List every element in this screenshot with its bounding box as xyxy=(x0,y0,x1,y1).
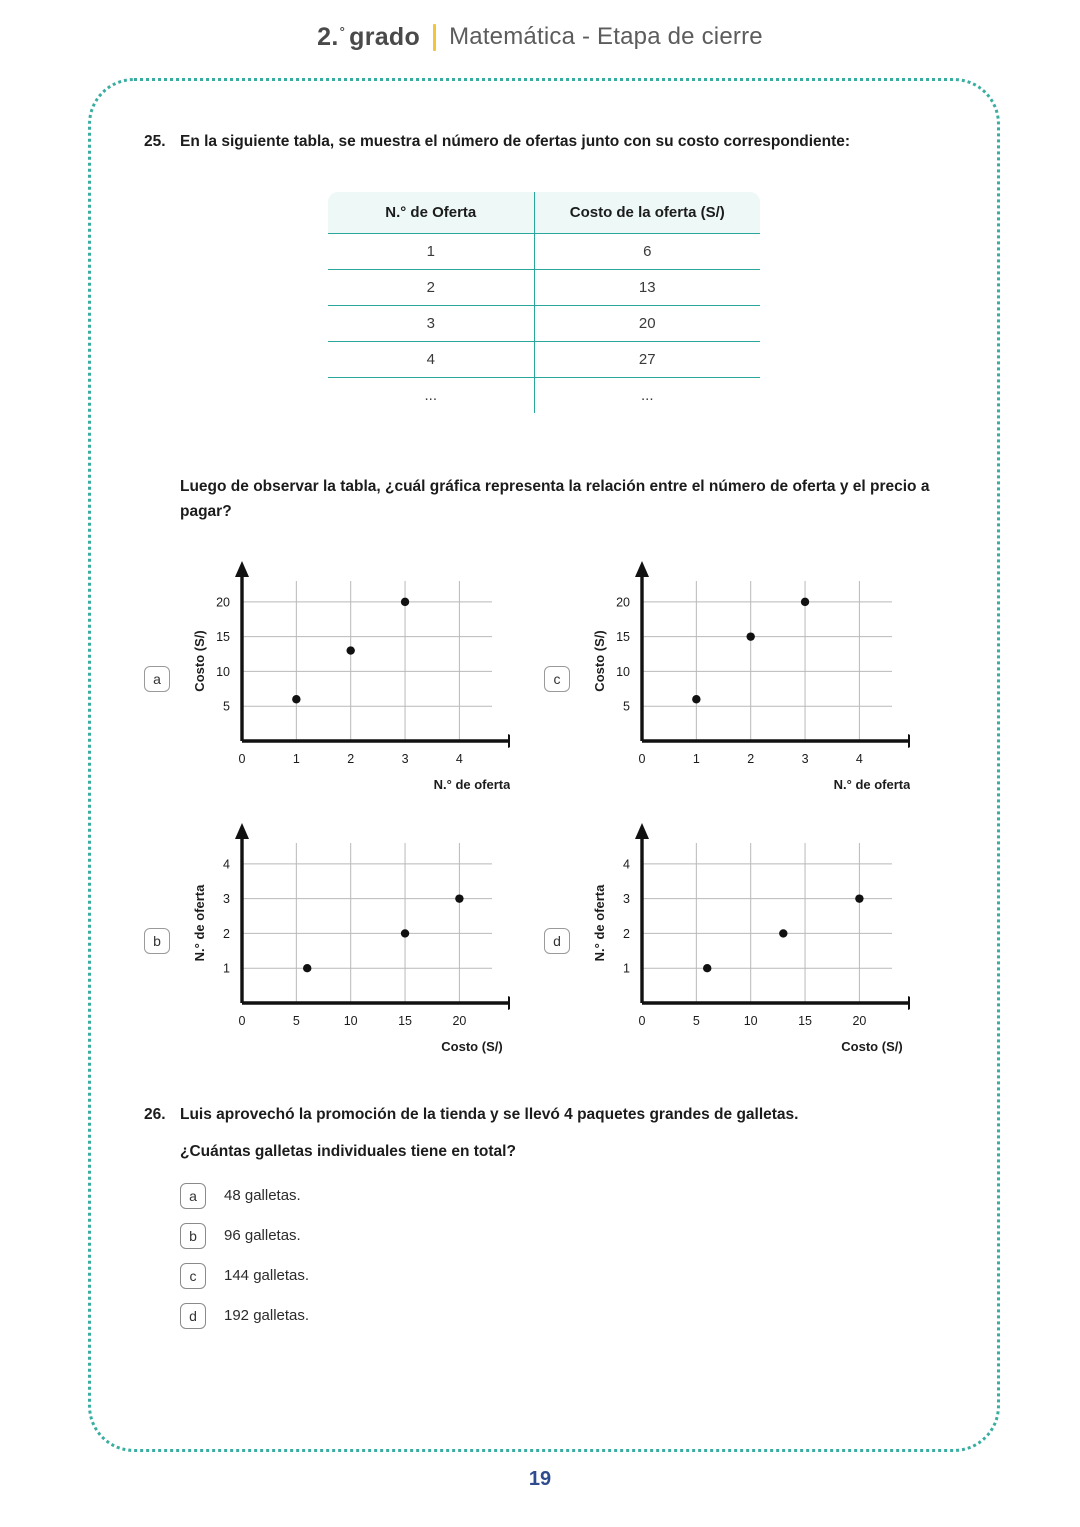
answer-text-b: 96 galletas. xyxy=(224,1227,301,1245)
page-content xyxy=(88,78,1000,1452)
y-tick-label: 1 xyxy=(223,961,230,976)
y-axis-label: Costo (S/) xyxy=(592,629,607,692)
x-axis-label: N.° de oferta xyxy=(433,776,510,792)
header-divider xyxy=(433,24,436,51)
question-25-sub-prompt: Luego de observar la tabla, ¿cuál gráfica representa la relación entre el número de oferta y el precio a pagar? xyxy=(180,478,930,520)
y-axis-arrow xyxy=(635,561,649,577)
question-26-number: 26. xyxy=(144,1105,166,1123)
x-tick-label: 1 xyxy=(692,751,700,766)
table-cell-cost: 27 xyxy=(534,342,761,378)
question-26-line1: Luis aprovechó la promoción de la tienda y se llevó 4 paquetes grandes de galletas. xyxy=(180,1105,799,1123)
y-tick-label: 20 xyxy=(216,594,230,609)
table-header-offer: N.° de Oferta xyxy=(327,191,534,234)
answer-option-a[interactable] xyxy=(180,1183,944,1209)
header-grade-number: 2. xyxy=(317,22,339,51)
graph-d xyxy=(580,821,910,1061)
data-point xyxy=(801,597,809,605)
x-tick-label: 10 xyxy=(343,1013,358,1028)
graph-option-c[interactable] xyxy=(544,559,944,799)
x-tick-label: 0 xyxy=(238,1013,246,1028)
data-point xyxy=(346,646,354,654)
y-axis-arrow xyxy=(235,561,249,577)
table-row xyxy=(327,270,761,306)
answer-option-c[interactable] xyxy=(180,1263,944,1289)
y-tick-label: 3 xyxy=(623,891,630,906)
answer-letter-c[interactable]: c xyxy=(180,1263,206,1289)
data-point xyxy=(746,632,754,640)
chart-b xyxy=(180,821,510,1061)
question-25 xyxy=(144,130,944,154)
graph-b xyxy=(180,821,510,1061)
y-tick-label: 5 xyxy=(223,699,230,714)
option-letter-a[interactable]: a xyxy=(144,666,170,692)
data-point xyxy=(401,929,409,937)
x-tick-label: 15 xyxy=(798,1013,812,1028)
x-tick-label: 2 xyxy=(347,751,355,766)
graph-option-b[interactable] xyxy=(144,821,544,1061)
y-axis-arrow xyxy=(235,823,249,839)
header-subject: Matemática - Etapa de cierre xyxy=(449,23,763,50)
data-point xyxy=(855,894,863,902)
answer-letter-d[interactable]: d xyxy=(180,1303,206,1329)
answer-option-b[interactable] xyxy=(180,1223,944,1249)
answer-text-c: 144 galletas. xyxy=(224,1267,310,1285)
y-tick-label: 15 xyxy=(616,629,630,644)
y-axis-label: N.° de oferta xyxy=(592,884,607,961)
x-tick-label: 5 xyxy=(692,1013,700,1028)
graph-a xyxy=(180,559,510,799)
table-cell-offer: ... xyxy=(327,378,534,415)
chart-a xyxy=(180,559,510,799)
y-axis-arrow xyxy=(635,823,649,839)
x-axis-arrow xyxy=(908,996,910,1010)
question-26 xyxy=(144,1103,944,1329)
x-tick-label: 1 xyxy=(292,751,300,766)
y-tick-label: 4 xyxy=(223,856,230,871)
x-tick-label: 0 xyxy=(638,751,646,766)
y-tick-label: 10 xyxy=(216,664,230,679)
table-row xyxy=(327,234,761,270)
answer-letter-b[interactable]: b xyxy=(180,1223,206,1249)
x-axis-label: Costo (S/) xyxy=(841,1038,903,1054)
question-26-line2: ¿Cuántas galletas individuales tiene en total? xyxy=(180,1142,516,1160)
y-tick-label: 10 xyxy=(616,664,630,679)
table-cell-cost: 20 xyxy=(534,306,761,342)
x-tick-label: 4 xyxy=(455,751,463,766)
table-cell-cost: 6 xyxy=(534,234,761,270)
table-row xyxy=(327,342,761,378)
question-25-number: 25. xyxy=(144,133,166,150)
answer-text-d: 192 galletas. xyxy=(224,1307,310,1325)
x-tick-label: 3 xyxy=(801,751,809,766)
table-cell-offer: 4 xyxy=(327,342,534,378)
x-tick-label: 0 xyxy=(238,751,246,766)
chart-d xyxy=(580,821,910,1061)
data-point xyxy=(455,894,463,902)
question-26-answers xyxy=(180,1183,944,1329)
header-degree-symbol: ° xyxy=(339,23,346,39)
y-axis-label: N.° de oferta xyxy=(192,884,207,961)
y-axis-label: Costo (S/) xyxy=(192,629,207,692)
option-letter-b[interactable]: b xyxy=(144,928,170,954)
y-tick-label: 2 xyxy=(223,926,230,941)
table-cell-offer: 1 xyxy=(327,234,534,270)
page-number: 19 xyxy=(528,1468,552,1490)
table-row xyxy=(327,306,761,342)
y-tick-label: 15 xyxy=(216,629,230,644)
data-point xyxy=(703,964,711,972)
graph-option-a[interactable] xyxy=(144,559,544,799)
table-cell-offer: 2 xyxy=(327,270,534,306)
data-point xyxy=(292,695,300,703)
y-tick-label: 3 xyxy=(223,891,230,906)
answer-option-d[interactable] xyxy=(180,1303,944,1329)
y-tick-label: 20 xyxy=(616,594,630,609)
offers-table xyxy=(326,190,762,415)
x-axis-arrow xyxy=(508,996,510,1010)
option-letter-d[interactable]: d xyxy=(544,928,570,954)
table-row xyxy=(327,378,761,415)
answer-text-a: 48 galletas. xyxy=(224,1187,301,1205)
x-tick-label: 5 xyxy=(292,1013,300,1028)
x-tick-label: 2 xyxy=(747,751,755,766)
x-tick-label: 4 xyxy=(855,751,863,766)
x-axis-label: N.° de oferta xyxy=(833,776,910,792)
answer-letter-a[interactable]: a xyxy=(180,1183,206,1209)
graph-options-grid xyxy=(144,559,944,1061)
table-header-cost: Costo de la oferta (S/) xyxy=(534,191,761,234)
x-tick-label: 3 xyxy=(401,751,409,766)
chart-c xyxy=(580,559,910,799)
y-tick-label: 1 xyxy=(623,961,630,976)
table-header-row xyxy=(327,191,761,234)
y-tick-label: 2 xyxy=(623,926,630,941)
offers-table-wrapper xyxy=(144,190,944,415)
header-grade xyxy=(317,23,420,52)
x-tick-label: 0 xyxy=(638,1013,646,1028)
question-25-text: En la siguiente tabla, se muestra el número de ofertas junto con su costo correspondiente: xyxy=(180,133,851,150)
option-letter-c[interactable]: c xyxy=(544,666,570,692)
x-tick-label: 10 xyxy=(743,1013,758,1028)
graph-option-d[interactable] xyxy=(544,821,944,1061)
x-axis-label: Costo (S/) xyxy=(441,1038,503,1054)
x-tick-label: 15 xyxy=(398,1013,412,1028)
table-cell-cost: ... xyxy=(534,378,761,415)
data-point xyxy=(303,964,311,972)
y-tick-label: 5 xyxy=(623,699,630,714)
graph-c xyxy=(580,559,910,799)
table-cell-offer: 3 xyxy=(327,306,534,342)
x-tick-label: 20 xyxy=(452,1013,467,1028)
header-grade-word: grado xyxy=(349,22,421,51)
x-tick-label: 20 xyxy=(852,1013,867,1028)
data-point xyxy=(779,929,787,937)
x-axis-arrow xyxy=(508,734,510,748)
x-axis-arrow xyxy=(908,734,910,748)
data-point xyxy=(401,597,409,605)
y-tick-label: 4 xyxy=(623,856,630,871)
data-point xyxy=(692,695,700,703)
table-cell-cost: 13 xyxy=(534,270,761,306)
page-header xyxy=(0,0,1080,74)
